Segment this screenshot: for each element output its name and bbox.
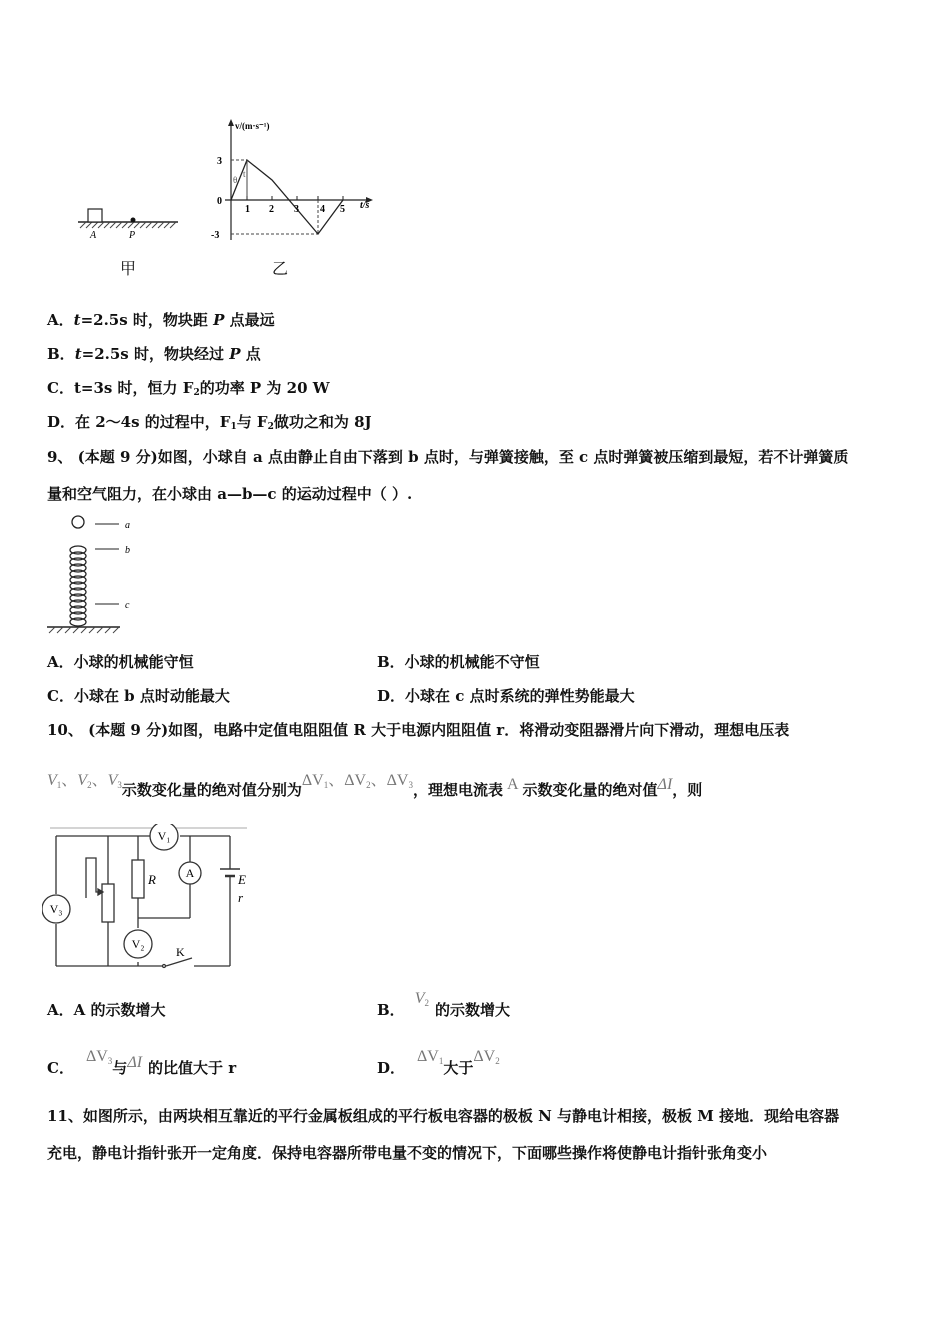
q9-option-d: D．小球在 c 点时系统的弹性势能最大 — [377, 687, 635, 705]
graph-inner-mark: θ — [233, 175, 238, 185]
spring-ball-diagram — [45, 512, 135, 637]
resistor-r-label: R — [148, 872, 156, 887]
q11-stem-line1: 11、如图所示，由两块相互靠近的平行金属板组成的平行板电容器的极板 N 与静电计相接，极板 M 接地．现给电容器 — [47, 1107, 840, 1125]
emf-label: E — [238, 872, 246, 887]
spring-label-b: b — [125, 545, 130, 556]
x-tick-label: 5 — [340, 204, 345, 215]
q8-option-c: C．t=3s 时，恒力 F2的功率 P 为 20 W — [47, 379, 330, 398]
internal-r-label: r — [238, 890, 244, 905]
point-p-label: P — [129, 230, 136, 241]
q8-option-b: B．t=2.5s 时，物块经过 P 点 — [47, 345, 261, 363]
figure-label-yi: 乙 — [272, 259, 289, 278]
q9-option-b: B．小球的机械能不守恒 — [377, 653, 540, 671]
q9-stem-line1: 9、 (本题 9 分)如图，小球自 a 点由静止自由下落到 b 点时，与弹簧接触，至 c 点时弹簧被压缩到最短，若不计弹簧质 — [47, 448, 849, 466]
y-tick-label: 3 — [217, 156, 222, 167]
y-tick-label: 0 — [217, 196, 222, 207]
q9-stem-line2: 量和空气阻力，在小球由 a—b—c 的运动过程中（ ）. — [47, 485, 413, 503]
meter-v3-label: V₃ — [49, 902, 63, 916]
velocity-time-graph — [205, 115, 385, 245]
x-tick-label: 3 — [294, 204, 299, 215]
switch-k-label: K — [176, 945, 185, 959]
meter-v2-label: V₂ — [131, 937, 145, 951]
circuit-diagram — [42, 824, 252, 972]
q9-option-c: C．小球在 b 点时动能最大 — [47, 687, 230, 705]
y-axis-label: v/(m·s⁻¹) — [235, 121, 270, 131]
q10-stem-line2: $V_1$、$V_2$、$V_3$示数变化量的绝对值分别为$\Delta V_1$、$\Delta V_2$、$\Delta V_3$，理想电流表 A 示数变化量的绝对值ΔI，则 — [47, 772, 703, 799]
y-tick-label: -3 — [211, 230, 220, 241]
q9-option-a: A．小球的机械能守恒 — [47, 653, 194, 671]
graph-inner-mark: t — [243, 169, 246, 179]
block-surface-diagram — [70, 200, 185, 245]
q10-option-b: B．$V_2$ 的示数增大 — [377, 990, 510, 1019]
q8-option-d: D．在 2～4s 的过程中，F1与 F2做功之和为 8J — [47, 413, 372, 432]
x-tick-label: 1 — [245, 204, 250, 215]
q10-stem-line1: 10、 (本题 9 分)如图，电路中定值电阻阻值 R 大于电源内阻阻值 r．将滑动变阻器滑片向下滑动，理想电压表 — [47, 721, 790, 739]
point-a-label: A — [90, 230, 97, 241]
x-axis-label: t/s — [360, 200, 370, 211]
q10-option-c: C．$\Delta V_3$与ΔI 的比值大于 r — [47, 1048, 237, 1077]
q10-option-a: A．A 的示数增大 — [47, 1001, 166, 1019]
x-tick-label: 4 — [320, 204, 325, 215]
q11-stem-line2: 充电，静电计指针张开一定角度．保持电容器所带电量不变的情况下，下面哪些操作将使静电计指针张角变小 — [47, 1144, 768, 1162]
meter-a-label: A — [185, 866, 195, 880]
spring-label-c: c — [125, 600, 130, 611]
meter-v1-label: V₁ — [157, 829, 171, 843]
spring-label-a: a — [125, 520, 130, 531]
q10-option-d: D．$\Delta V_1$大于$\Delta V_2$ — [377, 1048, 500, 1077]
figure-label-jia: 甲 — [120, 259, 137, 278]
x-tick-label: 2 — [269, 204, 274, 215]
q8-option-a: A．t=2.5s 时，物块距 P 点最远 — [47, 311, 275, 329]
